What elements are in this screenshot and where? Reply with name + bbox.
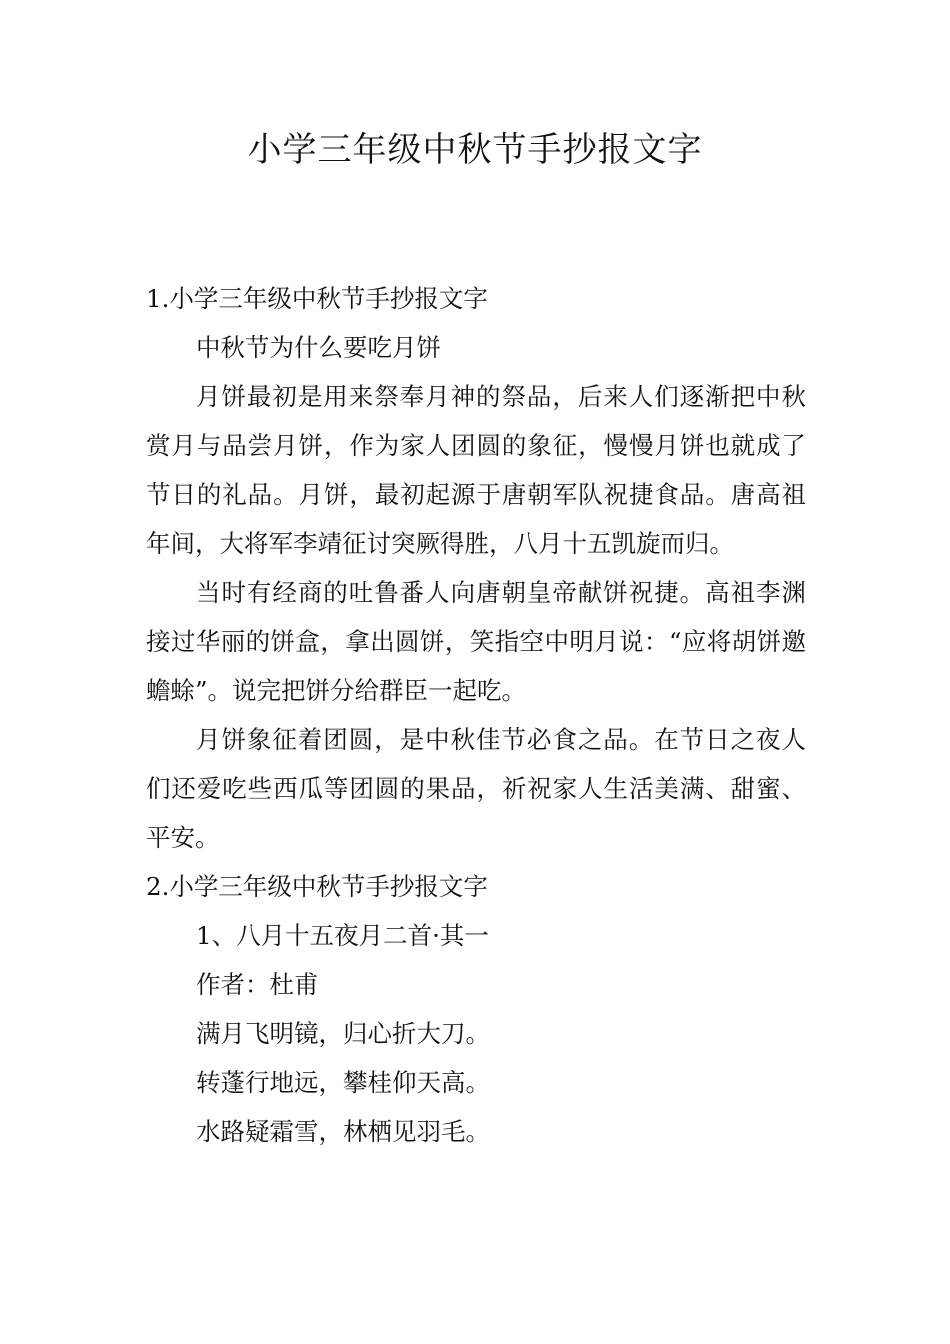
poem-line: 转蓬行地远，攀桂仰天高。 <box>196 1068 490 1097</box>
poem-line: 满月飞明镜，归心折大刀。 <box>196 1019 490 1048</box>
document-title: 小学三年级中秋节手抄报文字 <box>247 130 703 170</box>
section-1-paragraph-1: 月饼最初是用来祭奉月神的祭品，后来人们逐渐把中秋赏月与品尝月饼，作为家人团圆的象征，慢慢月饼也就成了节日的礼品。月饼，最初起源于唐朝军队祝捷食品。唐高祖年间，大将军李靖征讨突厥得胜，八月十五凯旋而归。 <box>146 382 806 558</box>
section-1-paragraph-3: 月饼象征着团圆，是中秋佳节必食之品。在节日之夜人们还爱吃些西瓜等团圆的果品，祈祝家人生活美满、甜蜜、平安。 <box>146 725 806 852</box>
section-1-heading: 1.小学三年级中秋节手抄报文字 <box>146 284 488 313</box>
document-body <box>146 274 806 1156</box>
poem-title: 1、八月十五夜月二首·其一 <box>196 921 489 950</box>
section-1-subtitle: 中秋节为什么要吃月饼 <box>196 333 441 362</box>
poem-author: 作者：杜甫 <box>196 970 319 999</box>
poem-line: 水路疑霜雪，林栖见羽毛。 <box>196 1117 490 1146</box>
section-2-heading: 2.小学三年级中秋节手抄报文字 <box>146 872 488 901</box>
section-1-paragraph-2: 当时有经商的吐鲁番人向唐朝皇帝献饼祝捷。高祖李渊接过华丽的饼盒，拿出圆饼，笑指空中明月说：“应将胡饼邀蟾蜍”。说完把饼分给群臣一起吃。 <box>146 578 806 705</box>
